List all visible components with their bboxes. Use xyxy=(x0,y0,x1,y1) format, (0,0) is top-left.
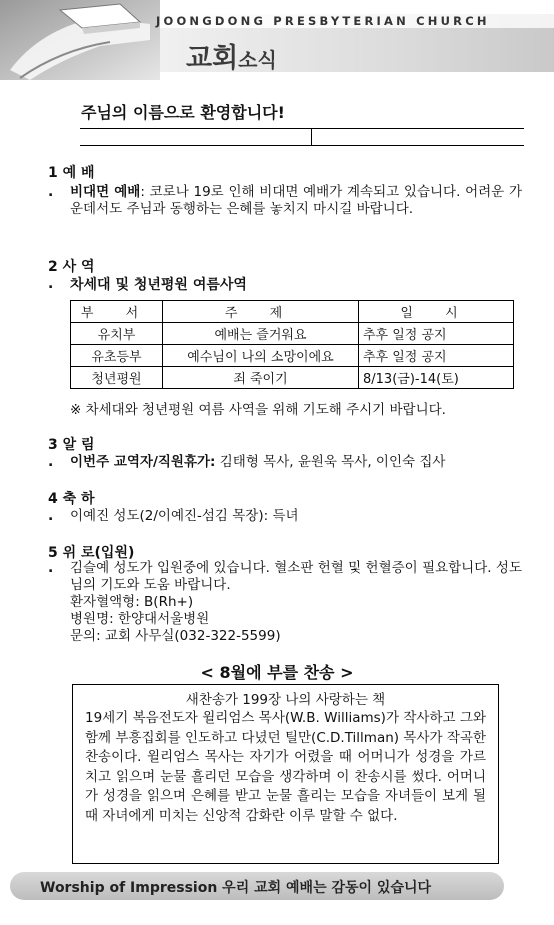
cell-dept: 유치부 xyxy=(71,323,163,345)
cell-dept: 청년평원 xyxy=(71,367,163,389)
table-row xyxy=(71,367,514,389)
news-title-sub: 소식 xyxy=(238,48,277,72)
welcome-heading: 주님의 이름으로 환영합니다! xyxy=(81,103,285,122)
welcome-cell-right xyxy=(312,129,524,145)
hymn-text: 19세기 복음전도자 윌리엄스 목사(W.B. Williams)가 작사하고 그와 함께 부흥집회를 인도하고 다녔던 틸만(C.D.Tillman) 목사가 작곡한 찬송이다. 윌리엄스 목사는 자기가 어렸을 때 어머니가 성경을 가르치고 읽으며 눈물 흘리던 모습을 생각하며 이 찬송시를 썼다. 어머니가 성경을 읽으며 은혜를 받고 눈물 흘리는 모습을 자녀들이 보게 될 때 자녀에게 미치는 신앙적 감화란 이루 말할 수 없다. xyxy=(85,710,486,824)
worship-text: : 코로나 19로 인해 비대면 예배가 계속되고 있습니다. 어려운 가운데서도 주님과 동행하는 은혜를 놓치지 마시길 바랍니다. xyxy=(70,184,523,217)
table-row xyxy=(71,323,514,345)
cell-date: 8/13(금)-14(토) xyxy=(359,367,514,389)
col-header-date: 일 시 xyxy=(359,301,514,323)
section-ministry-heading: 2 사 역 xyxy=(48,259,95,275)
col-header-dept: 부 서 xyxy=(71,301,163,323)
comfort-blood-type: 환자혈액형: B(Rh+) xyxy=(70,594,194,610)
section-comfort-heading: 5 위 로(입원) xyxy=(48,545,135,561)
hymn-heading: < 8월에 부를 찬송 > xyxy=(200,663,354,682)
newsletter-header xyxy=(0,0,554,80)
congrats-text: 이예진 성도(2/이예진-섬김 목장): 득녀 xyxy=(70,508,299,524)
welcome-blank-table xyxy=(80,128,524,146)
comfort-hospital: 병원명: 한양대서울병원 xyxy=(70,611,210,627)
comfort-contact: 문의: 교회 사무실(032-322-5599) xyxy=(70,628,281,644)
cell-theme: 예수님이 나의 소망이에요 xyxy=(163,345,359,367)
footer-slogan: Worship of Impression 우리 교회 예배는 감동이 있습니다 xyxy=(40,880,432,896)
cell-theme: 죄 죽이기 xyxy=(163,367,359,389)
notice-text: 김태형 목사, 윤원욱 목사, 이인숙 집사 xyxy=(215,454,446,470)
welcome-cell-left xyxy=(80,129,312,145)
cell-dept: 유초등부 xyxy=(71,345,163,367)
hymn-box xyxy=(72,684,499,864)
cell-theme: 예배는 즐거워요 xyxy=(163,323,359,345)
hands-bible-icon xyxy=(0,0,160,80)
section-congrats-heading: 4 축 하 xyxy=(48,491,95,507)
ministry-subtitle: 차세대 및 청년평원 여름사역 xyxy=(70,277,247,293)
bullet-dot: . xyxy=(48,560,54,576)
col-header-theme: 주 제 xyxy=(163,301,359,323)
worship-lead: 비대면 예배 xyxy=(70,184,141,200)
table-row xyxy=(71,345,514,367)
section-worship-heading: 1 예 배 xyxy=(48,165,95,181)
footer-banner xyxy=(10,872,504,900)
notice-paragraph xyxy=(70,454,522,471)
cell-date: 추후 일정 공지 xyxy=(359,345,514,367)
section-notice-heading: 3 알 림 xyxy=(48,437,95,453)
notice-lead: 이번주 교역자/직원휴가: xyxy=(70,454,216,470)
bullet-dot: . xyxy=(48,276,54,292)
table-header-row xyxy=(71,301,514,323)
church-name: JOONGDONG PRESBYTERIAN CHURCH xyxy=(156,14,490,28)
news-title xyxy=(186,36,277,75)
hymn-title: 새찬송가 199장 나의 사랑하는 책 xyxy=(185,692,386,708)
comfort-paragraph xyxy=(70,560,522,645)
cell-date: 추후 일정 공지 xyxy=(359,323,514,345)
worship-paragraph xyxy=(70,184,522,218)
ministry-note: ※ 차세대와 청년평원 여름 사역을 위해 기도해 주시기 바랍니다. xyxy=(70,402,446,418)
bullet-dot: . xyxy=(48,454,54,470)
news-title-main: 교회 xyxy=(186,43,239,74)
bullet-dot: . xyxy=(48,184,54,200)
comfort-text: 김슬예 성도가 입원중에 있습니다. 혈소판 헌혈 및 헌혈증이 필요합니다. 성도님의 기도와 도움 바랍니다. xyxy=(70,560,522,593)
ministry-schedule-table xyxy=(70,300,514,389)
bullet-dot: . xyxy=(48,508,54,524)
